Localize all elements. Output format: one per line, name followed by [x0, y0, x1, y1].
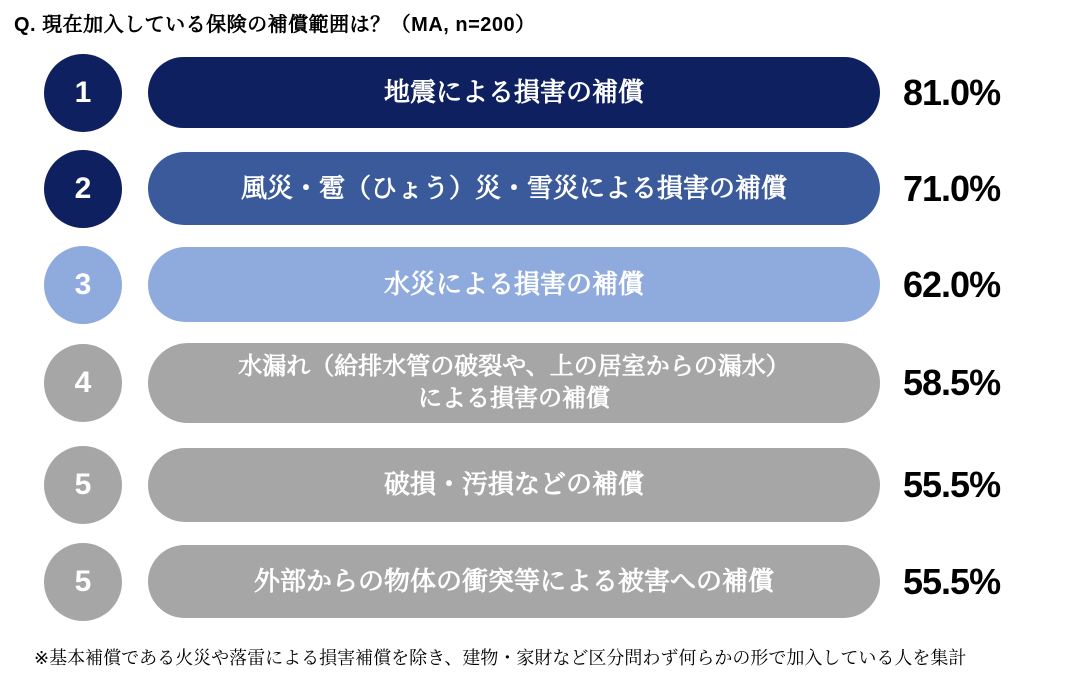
category-bar — [148, 545, 880, 618]
rank-badge: 2 — [44, 150, 122, 228]
chart-row — [0, 343, 1066, 423]
chart-row — [0, 247, 1066, 322]
category-label-line1: 水漏れ（給排水管の破裂や、上の居室からの漏水） — [238, 352, 790, 380]
category-label: 水災による損害の補償 — [383, 268, 644, 299]
category-bar — [148, 247, 880, 322]
rank-badge: 1 — [44, 54, 122, 132]
footnote: ※基本補償である火災や落雷による損害補償を除き、建物・家財など区分問わず何らかの形で加入している人を集計 — [34, 648, 967, 668]
chart-title: Q. 現在加入している保険の補償範囲は？（MA, n=200） — [14, 14, 536, 36]
value-label: 81.0% — [903, 71, 1001, 113]
value-label: 58.5% — [903, 362, 1001, 403]
category-bar — [148, 343, 880, 423]
rank-badge: 3 — [44, 246, 122, 324]
chart-row — [0, 152, 1066, 225]
category-bar — [148, 448, 880, 522]
category-label: 地震による損害の補償 — [383, 76, 644, 107]
chart-row — [0, 545, 1066, 618]
category-bar — [148, 152, 880, 225]
category-bar — [148, 57, 880, 128]
value-label: 71.0% — [903, 167, 1001, 209]
rank-badge: 5 — [44, 543, 122, 621]
category-label: 風災・雹（ひょう）災・雪災による損害の補償 — [240, 172, 787, 203]
category-label: 外部からの物体の衝突等による被害への補償 — [253, 565, 774, 596]
chart-row — [0, 57, 1066, 128]
category-label: 破損・汚損などの補償 — [383, 469, 644, 500]
value-label: 55.5% — [903, 464, 1001, 505]
rank-badge: 5 — [44, 446, 122, 524]
value-label: 55.5% — [903, 560, 1001, 602]
rank-badge: 4 — [44, 344, 122, 422]
category-label-line2: による損害の補償 — [418, 385, 610, 412]
value-label: 62.0% — [903, 263, 1001, 305]
chart-row — [0, 448, 1066, 522]
